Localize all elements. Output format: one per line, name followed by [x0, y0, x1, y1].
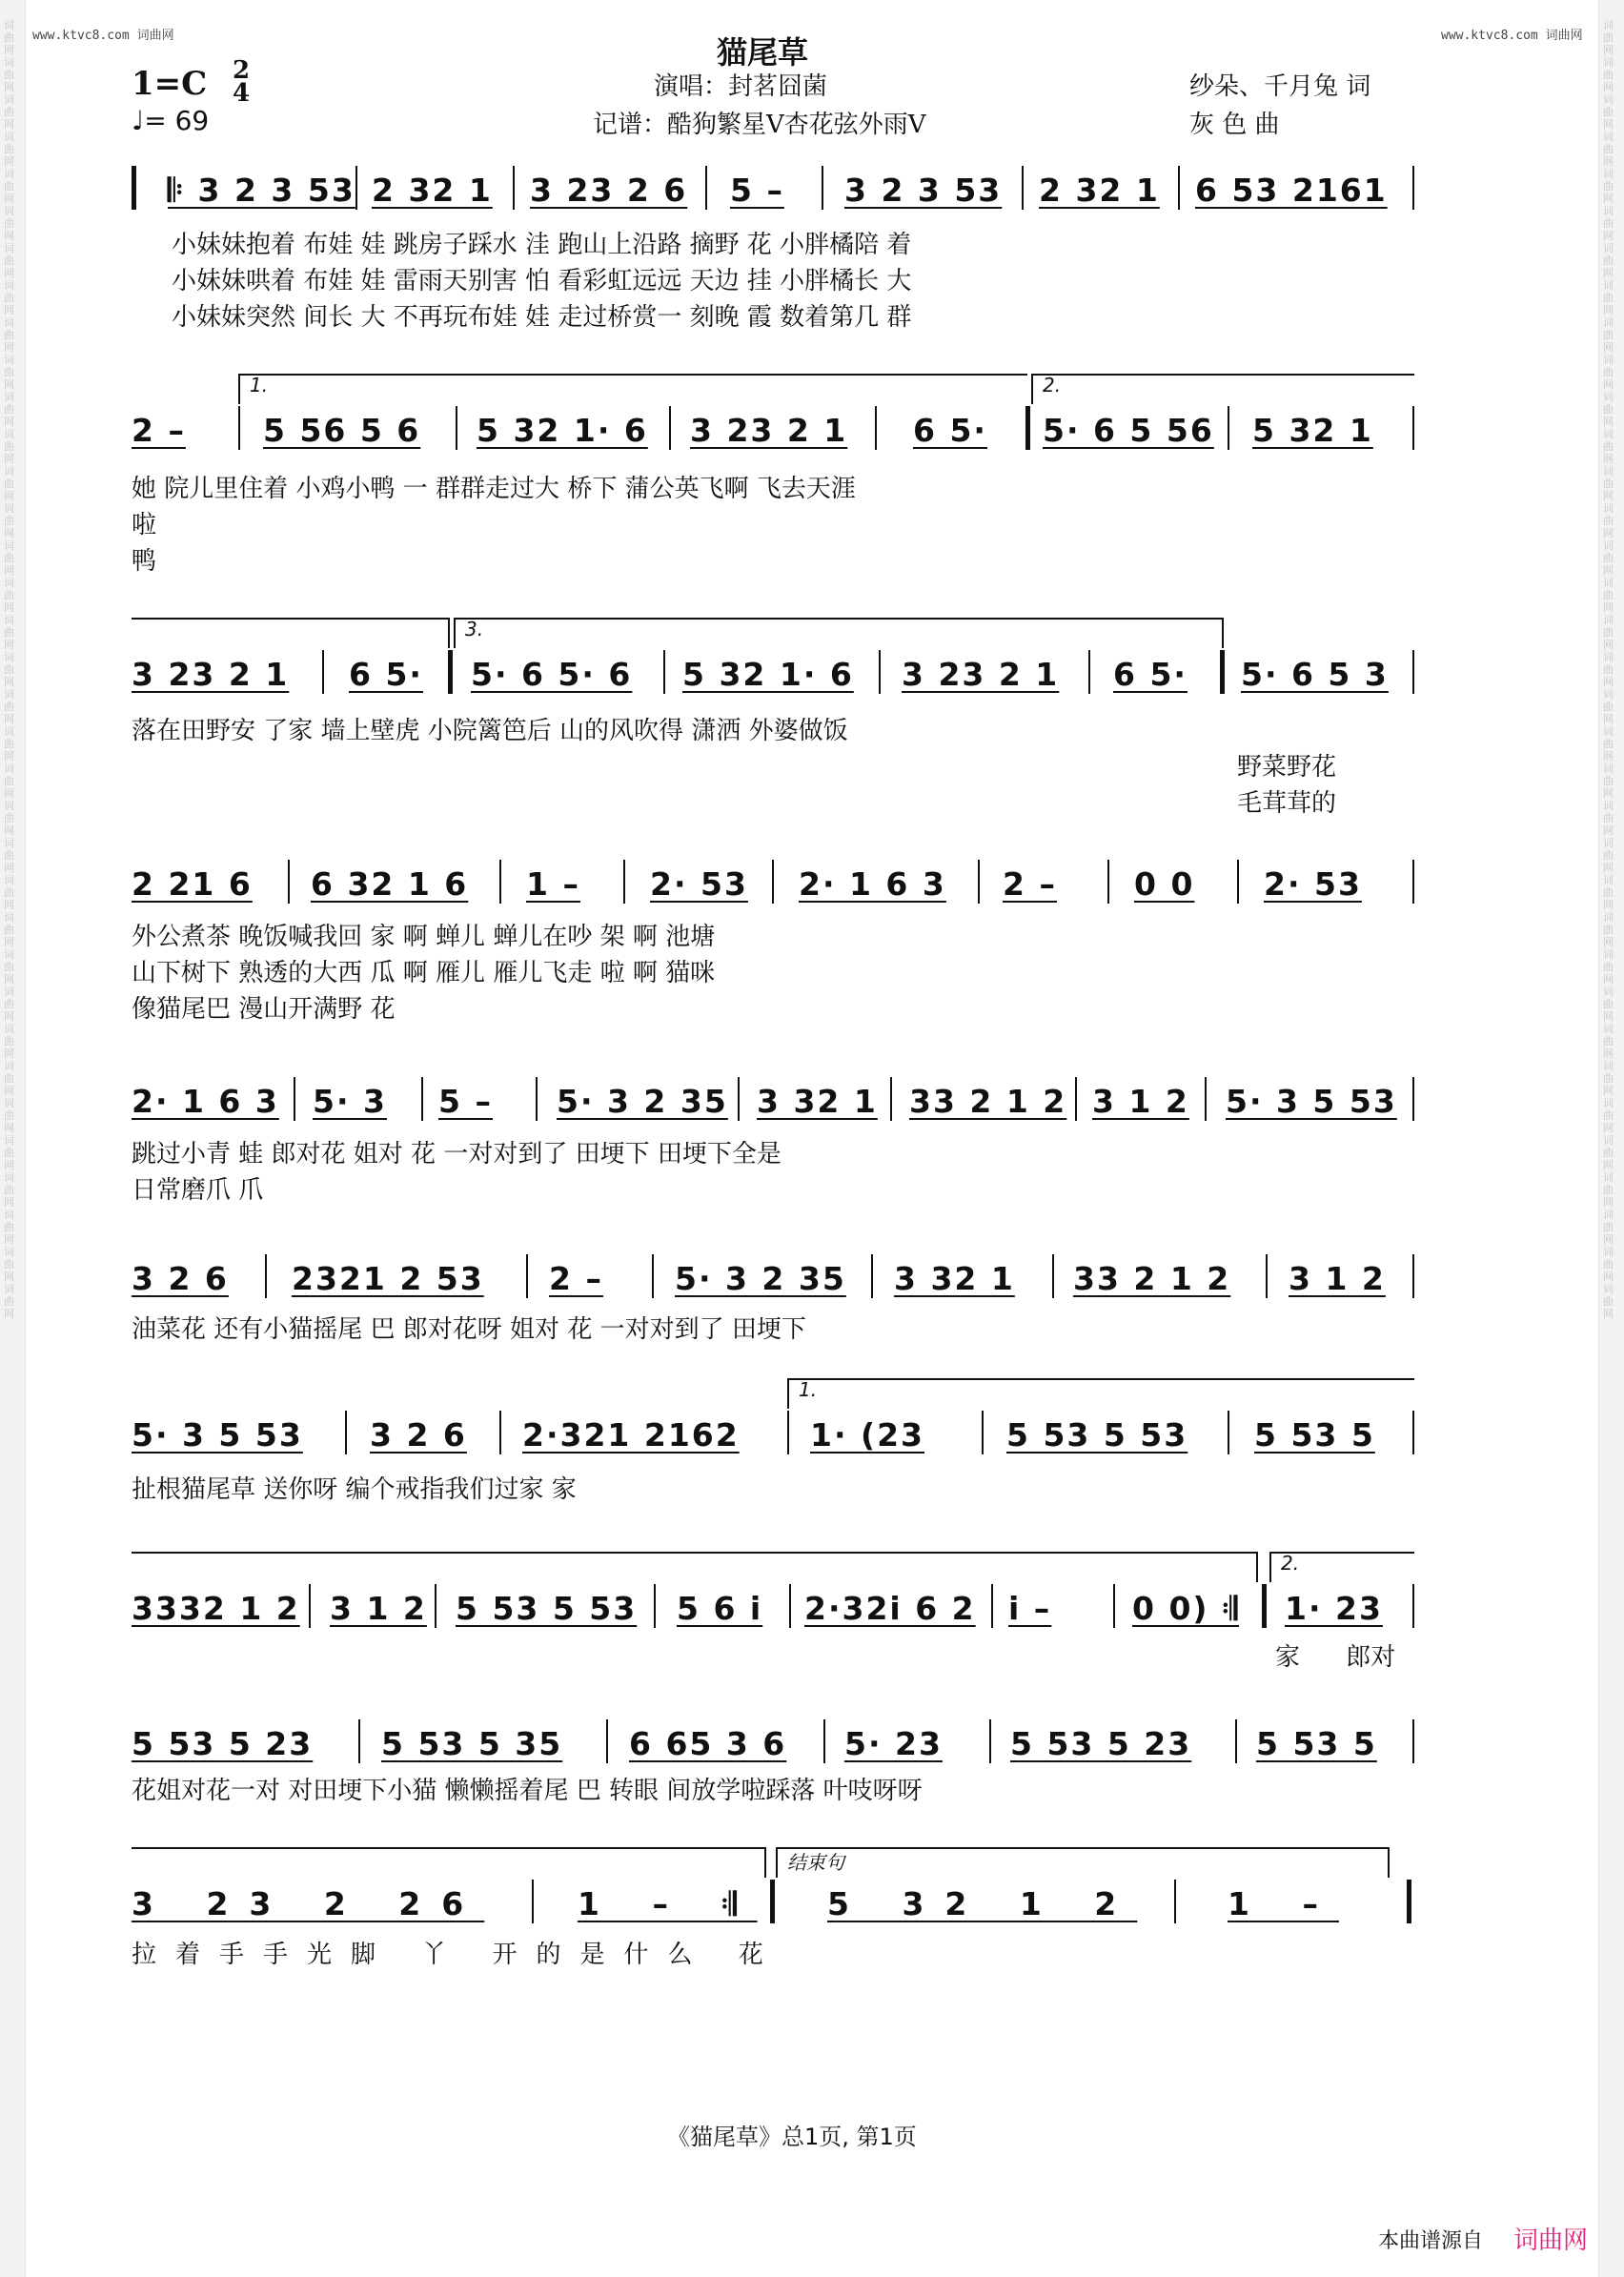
volta-continuation — [132, 618, 450, 648]
lyric-line: 外公煮茶 晚饭喊我回 家 啊 蝉儿 蝉儿在吵 架 啊 池塘 — [132, 923, 716, 951]
barline — [1412, 1077, 1414, 1121]
measure: 2 21 6 — [132, 865, 253, 903]
volta-bracket — [1269, 1552, 1414, 1582]
measure: 2321 2 53 — [292, 1260, 484, 1297]
barline — [1113, 1584, 1115, 1628]
measure: 0 0) 𝄇 — [1132, 1590, 1240, 1627]
lyric-line: 扯根猫尾草 送你呀 编个戒指我们过家 家 — [132, 1475, 577, 1504]
lyric-line: 落在田野安 了家 墙上壁虎 小院篱笆后 山的风吹得 潇洒 外婆做饭 — [132, 717, 848, 745]
measure: 2·321 2162 — [522, 1416, 740, 1454]
measure: 6 5· — [1113, 656, 1188, 693]
lyric-line: 她 院儿里住着 小鸡小鸭 一 群群走过大 桥下 蒲公英飞啊 飞去天涯 — [132, 475, 856, 503]
measure: 3 32 1 — [894, 1260, 1015, 1297]
notes-row — [132, 1885, 1414, 1935]
measure: 5 – — [438, 1083, 493, 1120]
measure: 5· 6 5· 6 — [471, 656, 633, 693]
barline — [1412, 1411, 1414, 1454]
measure: 5 53 5 23 — [132, 1725, 314, 1762]
barline — [1228, 1411, 1229, 1454]
lyric-line: 山下树下 熟透的大西 瓜 啊 雁儿 雁儿飞走 啦 啊 猫咪 — [132, 959, 716, 987]
measure: 3 23 2 1 — [902, 656, 1060, 693]
measure: 5· 6 5 3 — [1241, 656, 1389, 693]
notes-row — [132, 172, 1414, 221]
measure: 3 32 1 — [757, 1083, 878, 1120]
barline — [499, 860, 501, 904]
volta-continuation — [132, 1847, 766, 1878]
measure: 33 2 1 2 — [909, 1083, 1067, 1120]
measure: 3332 1 2 — [132, 1590, 300, 1627]
brand-link[interactable]: 词曲网 — [1513, 2226, 1589, 2255]
measure: 5 53 5 23 — [1010, 1725, 1192, 1762]
barline — [1412, 1254, 1414, 1298]
measure: 1 – — [1228, 1885, 1339, 1922]
barline — [1412, 650, 1414, 694]
barline — [787, 1411, 789, 1454]
measure: 5 53 5 — [1254, 1416, 1375, 1454]
left-watermark-strip — [0, 0, 26, 2277]
barline — [355, 166, 357, 210]
top-left-url: www.ktvc8.com 词曲网 — [32, 29, 174, 43]
lyric-line: 小妹妹哄着 布娃 娃 雷雨天别害 怕 看彩虹远远 天边 挂 小胖橘长 大 — [172, 267, 912, 295]
volta-label: 1. — [799, 1378, 818, 1401]
barline — [875, 406, 877, 450]
barline — [823, 1719, 825, 1763]
measure: 3 1 2 — [1289, 1260, 1386, 1297]
measure: 5 53 5 — [1256, 1725, 1377, 1762]
measure: 3 1 2 — [1092, 1083, 1189, 1120]
barline — [652, 1254, 654, 1298]
measure: 6 5· — [913, 412, 987, 449]
barline — [1088, 650, 1090, 694]
barline — [890, 1077, 892, 1121]
measure: 2· 53 — [650, 865, 748, 903]
measure: 5 6 i — [677, 1590, 763, 1627]
volta-label: 结束句 — [787, 1851, 844, 1874]
notes-row — [132, 1260, 1414, 1310]
measure: 2 – — [132, 412, 186, 449]
side-watermark-text: 词曲网词曲网词曲网词曲网词曲网词曲网词曲网词曲网词曲网词曲网词曲网词曲网词曲网词曲网词曲网词曲网词曲网词曲网词曲网词曲网词曲网词曲网词曲网词曲网词曲网词曲网词曲网词曲网词曲网词曲网词曲网词曲网词曲网词曲网词曲网 — [1603, 19, 1614, 1320]
volta-label: 2. — [1043, 374, 1062, 396]
barline — [526, 1254, 528, 1298]
notes-row — [132, 1416, 1414, 1466]
barline — [978, 860, 980, 904]
measure: 5 56 5 6 — [263, 412, 421, 449]
repeat-end-barline — [1262, 1584, 1267, 1628]
barline — [738, 1077, 740, 1121]
measure: 6 32 1 6 — [311, 865, 469, 903]
tempo-mark: ♩= 69 — [132, 105, 210, 136]
measure: 2 32 1 — [1039, 172, 1160, 209]
barline — [822, 166, 823, 210]
barline — [1412, 860, 1414, 904]
time-top: 2 — [233, 56, 251, 85]
barline — [265, 1254, 267, 1298]
repeat-start-barline — [132, 166, 136, 210]
barline — [1107, 860, 1109, 904]
lyric-line: 小妹妹突然 间长 大 不再玩布娃 娃 走过桥赏一 刻晚 霞 数着第几 群 — [172, 303, 912, 332]
measure: 6 5· — [349, 656, 423, 693]
measure: 3 23 2 6 — [530, 172, 688, 209]
lyric-line: 花姐对花一对 对田埂下小猫 懒懒摇着尾 巴 转眼 间放学啦踩落 叶吱呀呀 — [132, 1777, 923, 1805]
barline — [358, 1719, 360, 1763]
barline — [606, 1719, 608, 1763]
barline — [991, 1584, 993, 1628]
barline — [705, 166, 707, 210]
barline — [499, 1411, 501, 1454]
measure: 3 23 2 1 — [132, 656, 290, 693]
measure: 1 – — [526, 865, 580, 903]
barline — [421, 1077, 423, 1121]
barline — [532, 1880, 534, 1923]
measure: 3 23 2 26 — [132, 1885, 485, 1922]
right-watermark-strip — [1598, 0, 1624, 2277]
measure: 3 1 2 — [330, 1590, 427, 1627]
lyric-line: 毛茸茸的 — [1237, 789, 1337, 818]
barline — [871, 1254, 873, 1298]
measure: 5· 23 — [844, 1725, 943, 1762]
lyric-line: 小妹妹抱着 布娃 娃 跳房子踩水 洼 跑山上沿路 摘野 花 小胖橘陪 着 — [172, 231, 912, 259]
barline — [789, 1584, 791, 1628]
measure: 1 – 𝄇 — [578, 1885, 758, 1922]
barline — [669, 406, 671, 450]
lyric-line: 跳过小青 蛙 郎对花 姐对 花 一对对到了 田埂下 田埂下全是 — [132, 1140, 782, 1169]
measure: 5 53 5 35 — [381, 1725, 563, 1762]
barline — [1266, 1254, 1268, 1298]
barline — [1075, 1077, 1077, 1121]
transcriber-credit: 记谱：酷狗繁星V杏花弦外雨V — [593, 111, 926, 139]
measure: 3 2 3 53 — [844, 172, 1003, 209]
measure: 33 2 1 2 — [1073, 1260, 1231, 1297]
lyric-line: 拉着手手光脚 丫 开的是什么 花 — [132, 1941, 782, 1969]
barline — [322, 650, 324, 694]
barline — [309, 1584, 311, 1628]
barline — [513, 166, 515, 210]
side-watermark-text: 词曲网词曲网词曲网词曲网词曲网词曲网词曲网词曲网词曲网词曲网词曲网词曲网词曲网词曲网词曲网词曲网词曲网词曲网词曲网词曲网词曲网词曲网词曲网词曲网词曲网词曲网词曲网词曲网词曲网词曲网词曲网词曲网词曲网词曲网词曲网 — [4, 19, 14, 1320]
barline — [1412, 1584, 1414, 1628]
measure: 0 0 — [1134, 865, 1195, 903]
measure: 6 53 2161 — [1195, 172, 1388, 209]
song-title: 猫尾草 — [717, 34, 809, 71]
repeat-end-barline — [770, 1880, 775, 1923]
measure: 5 53 5 53 — [1006, 1416, 1188, 1454]
volta-bracket — [787, 1378, 1414, 1409]
barline — [1052, 1254, 1054, 1298]
double-barline — [1220, 650, 1225, 694]
barline — [1412, 1719, 1414, 1763]
measure: 1· (23 — [810, 1416, 924, 1454]
notes-row — [132, 1590, 1414, 1639]
lyric-line: 啦 — [132, 511, 157, 539]
time-signature — [233, 56, 251, 108]
lyric-line: 家 郎对 — [1275, 1643, 1396, 1672]
measure: 2· 1 6 3 — [132, 1083, 279, 1120]
volta-label: 1. — [250, 374, 269, 396]
final-barline — [1407, 1880, 1411, 1923]
notes-row — [132, 865, 1414, 915]
lyric-line: 日常磨爪 爪 — [132, 1176, 264, 1205]
barline — [288, 860, 290, 904]
barline — [435, 1584, 436, 1628]
lyric-line: 鸭 — [132, 547, 157, 576]
source-label: 本曲谱源自 — [1378, 2229, 1484, 2253]
barline — [663, 650, 665, 694]
measure: 1· 23 — [1285, 1590, 1383, 1627]
barline — [294, 1077, 295, 1121]
barline — [623, 860, 625, 904]
measure: 2·32i 6 2 — [804, 1590, 976, 1627]
measure: 5 32 1 — [1252, 412, 1373, 449]
volta-continuation — [132, 1552, 1258, 1582]
barline — [536, 1077, 538, 1121]
measure: 2 – — [1003, 865, 1057, 903]
volta-label: 2. — [1281, 1552, 1300, 1575]
barline — [654, 1584, 656, 1628]
barline — [982, 1411, 984, 1454]
measure: 5· 3 5 53 — [1226, 1083, 1397, 1120]
lyricist-credit: 纱朵、千月兔 词 — [1189, 72, 1371, 101]
barline — [1235, 1719, 1237, 1763]
measure: 3 2 6 — [132, 1260, 229, 1297]
measure: 5 32 1· 6 — [477, 412, 648, 449]
measure: 5 32 1 2 — [827, 1885, 1138, 1922]
measure: 5· 6 5 56 — [1043, 412, 1214, 449]
barline — [772, 860, 774, 904]
top-right-url: www.ktvc8.com 词曲网 — [1441, 29, 1583, 43]
measure: 2· 1 6 3 — [799, 865, 946, 903]
time-bottom: 4 — [233, 79, 251, 108]
volta-label: 3. — [465, 618, 484, 640]
volta-bracket — [1031, 374, 1414, 404]
lyric-line: 野菜野花 — [1237, 753, 1337, 782]
barline — [1237, 860, 1239, 904]
measure: 2 32 1 — [372, 172, 493, 209]
volta-bracket — [776, 1847, 1390, 1878]
measure: 3 2 6 — [370, 1416, 467, 1454]
measure: 6 65 3 6 — [629, 1725, 787, 1762]
lyric-line: 像猫尾巴 漫山开满野 花 — [132, 995, 396, 1024]
barline — [238, 406, 240, 450]
barline — [879, 650, 881, 694]
barline — [1412, 166, 1414, 210]
notes-row — [132, 656, 1414, 705]
barline — [345, 1411, 347, 1454]
measure: 3 23 2 1 — [690, 412, 848, 449]
singer-credit: 演唱：封茗囧菌 — [654, 72, 828, 101]
key-signature: 1=C — [132, 65, 208, 103]
composer-credit: 灰 色 曲 — [1189, 111, 1280, 139]
measure: 5 – — [730, 172, 784, 209]
measure: 5· 3 2 35 — [675, 1260, 846, 1297]
page-info: 《猫尾草》总1页, 第1页 — [667, 2124, 917, 2150]
barline — [1228, 406, 1229, 450]
barline — [1205, 1077, 1207, 1121]
barline — [1022, 166, 1024, 210]
barline — [1174, 1880, 1176, 1923]
measure: 2· 53 — [1264, 865, 1362, 903]
double-barline — [448, 650, 453, 694]
notes-row — [132, 1725, 1414, 1775]
measure: 2 – — [549, 1260, 603, 1297]
barline — [1178, 166, 1180, 210]
measure: 5· 3 — [313, 1083, 387, 1120]
measure: i – — [1008, 1590, 1052, 1627]
measure: 𝄆 3 2 3 53 — [168, 172, 355, 209]
lyric-line: 油菜花 还有小猫摇尾 巴 郎对花呀 姐对 花 一对对到了 田埂下 — [132, 1315, 806, 1344]
volta-bracket — [454, 618, 1224, 648]
notes-row — [132, 1083, 1414, 1132]
notes-row — [132, 412, 1414, 461]
double-barline — [1025, 406, 1030, 450]
measure: 5 53 5 53 — [456, 1590, 638, 1627]
measure: 5· 3 5 53 — [132, 1416, 303, 1454]
barline — [989, 1719, 991, 1763]
barline — [1412, 406, 1414, 450]
volta-bracket — [238, 374, 1027, 404]
barline — [456, 406, 457, 450]
measure: 5 32 1· 6 — [682, 656, 854, 693]
measure: 5· 3 2 35 — [557, 1083, 728, 1120]
